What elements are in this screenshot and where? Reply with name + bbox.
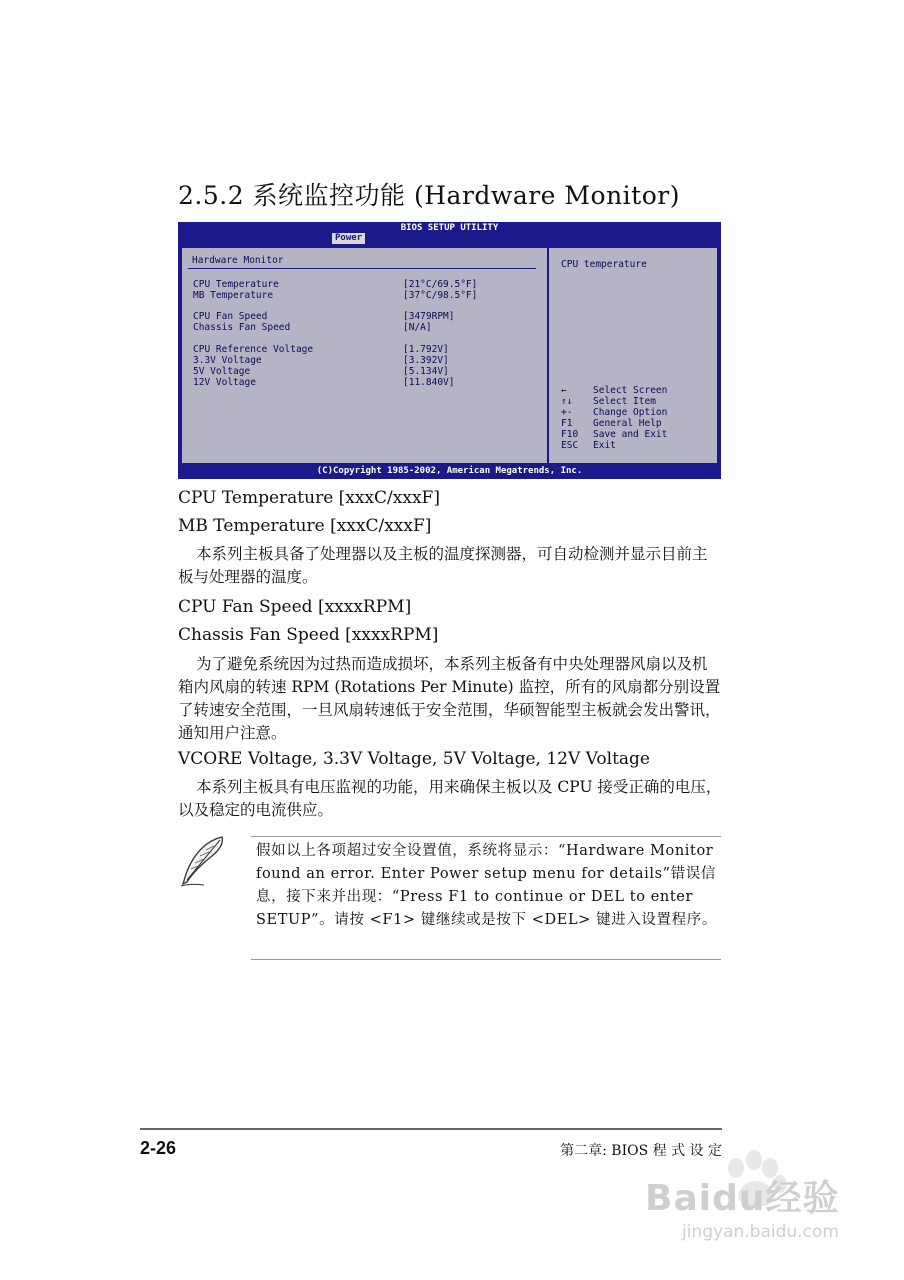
watermark-brand: Baidu经验 [645,1178,840,1219]
bios-key: ESC [561,440,579,451]
bios-key-desc: Change Option [593,407,668,418]
bios-panel-heading: Hardware Monitor [192,255,284,266]
bios-row-value: [3.392V] [403,355,449,366]
section-title: 2.5.2 系统监控功能 (Hardware Monitor) [178,181,680,210]
bios-title: BIOS SETUP UTILITY [400,223,499,233]
bios-row-label[interactable]: CPU Reference Voltage [193,344,314,355]
paragraph-temperature: 本系列主板具备了处理器以及主板的温度探测器，可自动检测并显示目前主板与处理器的温度。 [178,545,708,586]
bios-key: +- [561,407,573,418]
bios-row-value: [11.840V] [403,377,455,388]
bios-key-desc: Save and Exit [593,429,668,440]
bios-help-panel [548,247,718,464]
bios-row-label[interactable]: 12V Voltage [193,377,256,388]
bios-row-value: [N/A] [403,322,432,333]
bios-key-desc: Exit [593,440,616,451]
bios-screenshot [178,222,721,479]
bios-row-value: [1.792V] [403,344,449,355]
chapter-title: 第二章: BIOS 程 式 设 定 [560,1143,722,1159]
bios-row-value: [5.134V] [403,366,449,377]
bios-copyright: (C)Copyright 1985-2002, American Megatrends, Inc. [316,466,583,476]
heading-cpu-fan-speed: CPU Fan Speed [xxxxRPM] [178,597,412,617]
bios-row-value: [37°C/98.5°F] [403,290,478,301]
bios-key: F1 [561,418,573,429]
bios-row-label[interactable]: 5V Voltage [193,366,251,377]
paragraph-voltage: 本系列主板具有电压监视的功能，用来确保主板以及 CPU 接受正确的电压，以及稳定的电流供应。 [178,778,722,819]
heading-chassis-fan-speed: Chassis Fan Speed [xxxxRPM] [178,625,439,645]
bios-tab-power[interactable]: Power [332,233,365,244]
bios-row-label[interactable]: Chassis Fan Speed [193,322,291,333]
bios-key-desc: General Help [593,418,662,429]
bios-key-desc: Select Item [593,396,656,407]
bios-row-label[interactable]: MB Temperature [193,290,274,301]
bios-key-desc: Select Screen [593,385,668,396]
bios-row-value: [3479RPM] [403,311,455,322]
bios-main-panel [181,247,548,464]
bios-row-label[interactable]: 3.3V Voltage [193,355,262,366]
note-top-rule [251,836,721,837]
bios-row-label[interactable]: CPU Temperature [193,279,279,290]
bios-panel-divider [188,268,536,269]
left-arrow-icon: ← [561,385,567,396]
up-down-arrow-icon: ↑↓ [561,396,573,407]
heading-mb-temperature: MB Temperature [xxxC/xxxF] [178,516,432,536]
page-number: 2-26 [140,1138,177,1158]
note-text: 假如以上各项超过安全设置值，系统将显示：“Hardware Monitor found an error. Enter Power setup menu for details”错误信息，接下来并出现：“Press F1 to continue or DEL to enter SETUP”。请按 <F1> 键继续或是按下 <DEL> 键进入设置程序。 [256,843,717,928]
heading-cpu-temperature: CPU Temperature [xxxC/xxxF] [178,488,440,508]
bios-row-value: [21°C/69.5°F] [403,279,478,290]
bios-key: F10 [561,429,579,440]
bios-row-label[interactable]: CPU Fan Speed [193,311,268,322]
watermark-url: jingyan.baidu.com [682,1222,839,1242]
heading-voltage: VCORE Voltage, 3.3V Voltage, 5V Voltage, 12V Voltage [178,749,650,769]
feather-pen-icon [178,834,228,888]
paragraph-fan: 为了避免系统因为过热而造成损坏，本系列主板备有中央处理器风扇以及机箱内风扇的转速 RPM (Rotations Per Minute) 监控，所有的风扇都分别设置了转速安全范围，一旦风扇转速低于安全范围，华硕智能型主板就会发出警讯，通知用户注意。 [178,655,721,742]
bios-help-text: CPU temperature [561,259,647,270]
note-bottom-rule [251,959,721,960]
footer-rule [140,1128,722,1130]
